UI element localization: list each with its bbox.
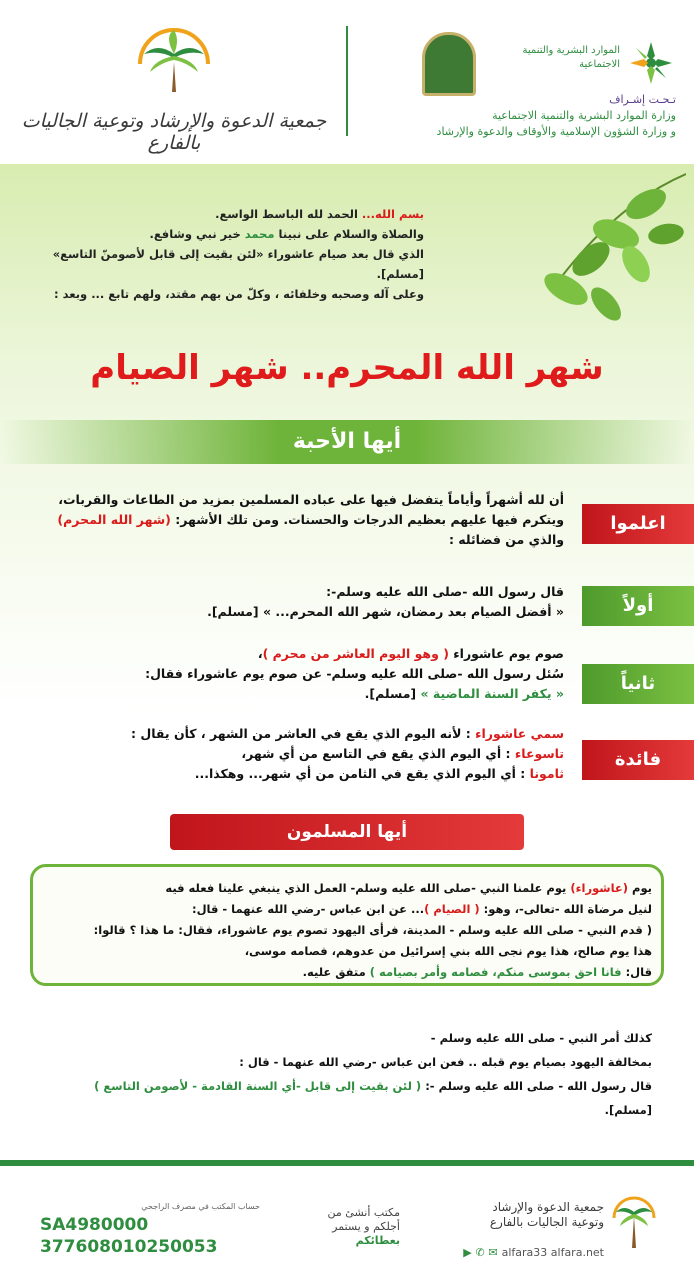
tail-l4: [مسلم]. xyxy=(604,1103,652,1117)
account-line-1: SA4980000 xyxy=(40,1215,149,1235)
ministry-line-2: و وزارة الشؤون الإسلامية والأوقاف والدعوة والإرشاد xyxy=(436,125,676,138)
intro-line-4: [مسلم]. xyxy=(376,267,424,281)
box-l2-red: ( الصيام ) xyxy=(424,902,480,916)
intro-line-2a: والصلاة والسلام على نبينا xyxy=(274,227,424,241)
para1-text-a: أن لله أشهراً وأياماً يتفضل فيها على عباده المسلمين بمزيد من الطاعات والقربات، ويتكرم فيها عليهم بعظيم الدرجات والحسنات. ومن تلك الأشهر: xyxy=(58,492,564,527)
band-title: أيها الأحبة xyxy=(292,429,402,454)
box-l5-b: متفق عليه. xyxy=(302,965,370,979)
footer-palm-logo-icon xyxy=(610,1192,658,1252)
intro-basmala: بسم الله... xyxy=(361,207,424,221)
supervision-label: تـحـت إشـراف xyxy=(609,93,676,106)
bank-account xyxy=(40,1214,260,1258)
para4-l2-red: تاسوعاء xyxy=(514,746,564,761)
para1-text-b: والذي من فضائله : xyxy=(448,532,564,547)
para4-l3: : أي اليوم الذي يقع في الثامن من أي شهر... وهكذا... xyxy=(194,766,530,781)
office-line-3: بعطائكم xyxy=(355,1234,400,1247)
intro-line-2b: خير نبي وشافع. xyxy=(149,227,245,241)
para3-line-1b: ، xyxy=(257,646,263,661)
paragraph-first xyxy=(20,582,564,622)
footer-assoc-line-1: جمعية الدعوة والإرشاد xyxy=(492,1200,604,1214)
leaves-decoration-icon xyxy=(496,164,686,334)
main-content xyxy=(0,164,694,1160)
para2-line-2: « أفضل الصيام بعد رمضان، شهر الله المحرم... » [مسلم]. xyxy=(207,604,564,619)
tail-l3-a: قال رسول الله - صلى الله عليه وسلم -: xyxy=(421,1079,652,1093)
tail-l3-green: ( لئن بقيت إلى قابل -أي السنة القادمة - لأصومن التاسع ) xyxy=(94,1079,422,1093)
muslims-tab-label: أيها المسلمون xyxy=(286,822,408,842)
bank-label: حساب المكتب في مصرف الراجحي xyxy=(141,1202,260,1211)
box-l4: هذا يوم صالح، هذا يوم نجى الله بني إسرائيل من عدوهم، فصامه موسى، xyxy=(244,944,652,958)
para2-line-1: قال رسول الله -صلى الله عليه وسلم-: xyxy=(326,584,564,599)
footer xyxy=(0,1166,694,1280)
ministry-line-1: وزارة الموارد البشرية والتنمية الاجتماعية xyxy=(492,109,676,122)
box-l5-a: قال: xyxy=(621,965,652,979)
tail-l2: بمخالفة اليهود بصيام يوم قبله .. فعن ابن عباس -رضي الله عنهما - قال : xyxy=(239,1055,652,1069)
islamic-affairs-logo-icon xyxy=(422,32,476,96)
footer-office-slogan xyxy=(290,1206,400,1248)
para4-l1: : لأنه اليوم الذي يقع في العاشر من الشهر ، كأن يقال : xyxy=(131,726,476,741)
supervision-block xyxy=(346,24,676,144)
office-line-1: مكتب أنشئ من xyxy=(327,1206,400,1219)
label-first: أولاً xyxy=(582,586,694,626)
para3-line-1a: صوم يوم عاشوراء xyxy=(448,646,564,661)
supervision-text xyxy=(346,92,676,140)
intro-line-2-green: محمد xyxy=(244,227,275,241)
box-l2-a: لنيل مرضاة الله -تعالى-، وهو: xyxy=(479,902,652,916)
header xyxy=(0,0,694,160)
box-l2-b: ... عن ابن عباس -رضي الله عنهما - قال: xyxy=(191,902,425,916)
closing-text xyxy=(42,1026,652,1122)
paragraph-know xyxy=(20,490,564,550)
box-l3: ( قدم النبي - صلى الله عليه وسلم - المدينة، فرأى اليهود تصوم يوم عاشوراء، فقال: ما هذا ؟ قالوا: xyxy=(93,923,652,937)
para1-red: (شهر الله المحرم) xyxy=(57,512,171,527)
para4-l1-red: سمي عاشوراء xyxy=(475,726,564,741)
palm-tree-logo-icon xyxy=(134,24,214,96)
social-icons: ▶ ✆ ✉ xyxy=(463,1246,502,1259)
muslims-tab xyxy=(170,814,524,850)
box-l1-red: (عاشوراء) xyxy=(570,881,629,895)
footer-social[interactable] xyxy=(394,1246,604,1259)
ministry-name: الموارد البشرية والتنمية الاجتماعية xyxy=(522,45,620,70)
footer-assoc-line-2: وتوعية الجاليات بالفارع xyxy=(489,1215,604,1229)
ministry-logo-icon xyxy=(626,38,676,88)
association-block xyxy=(14,24,334,154)
paragraph-second xyxy=(20,644,564,704)
para3-line-2: سُئل رسول الله -صلى الله عليه وسلم- عن صوم يوم عاشوراء فقال: xyxy=(145,666,564,681)
box-l1-b: يوم علمنا النبي -صلى الله عليه وسلم- العمل الذي ينبغي علينا فعله فيه xyxy=(165,881,571,895)
intro-line-3: الذي قال بعد صيام عاشوراء «لئن بقيت إلى قابل لأصومنّ التاسع» xyxy=(52,247,424,261)
para3-line-3-green: « يكفر السنة الماضية » xyxy=(420,686,564,701)
label-second: ثانياً xyxy=(582,664,694,704)
section-band xyxy=(0,420,694,464)
label-know: اعلموا xyxy=(582,504,694,544)
para3-line-1-red: ( وهو اليوم العاشر من محرم ) xyxy=(262,646,449,661)
office-line-2: أجلكم و يستمر xyxy=(332,1220,400,1233)
box-l5-green: فانا احق بموسى منكم، فصامه وأمر بصيامه ) xyxy=(369,965,622,979)
muslims-box-text xyxy=(42,878,652,983)
account-line-2: 377608010250053 xyxy=(40,1237,218,1257)
header-divider xyxy=(346,26,348,136)
intro-line-5: وعلى آله وصحبه وخلفائه ، وكلّ من بهم مقتد، ولهم تابع ... وبعد : xyxy=(53,287,424,301)
footer-association xyxy=(424,1200,604,1230)
tail-l1: كذلك أمر النبي - صلى الله عليه وسلم - xyxy=(430,1031,652,1045)
page-title: شهر الله المحرم.. شهر الصيام xyxy=(90,348,604,388)
para4-l2: : أي اليوم الذي يقع في التاسع من أي شهر، xyxy=(241,746,515,761)
intro-text xyxy=(30,204,424,304)
para3-line-3b: [مسلم]. xyxy=(364,686,421,701)
label-benefit: فائدة xyxy=(582,740,694,780)
association-name: جمعية الدعوة والإرشاد وتوعية الجاليات بالفارع xyxy=(21,110,327,154)
intro-line-1: الحمد لله الباسط الواسع. xyxy=(215,207,362,221)
box-l1-a: يوم xyxy=(628,881,652,895)
paragraph-benefit xyxy=(20,724,564,784)
para4-l3-red: ثامونا xyxy=(529,766,564,781)
social-handles: alfara33 alfara.net xyxy=(501,1246,604,1259)
